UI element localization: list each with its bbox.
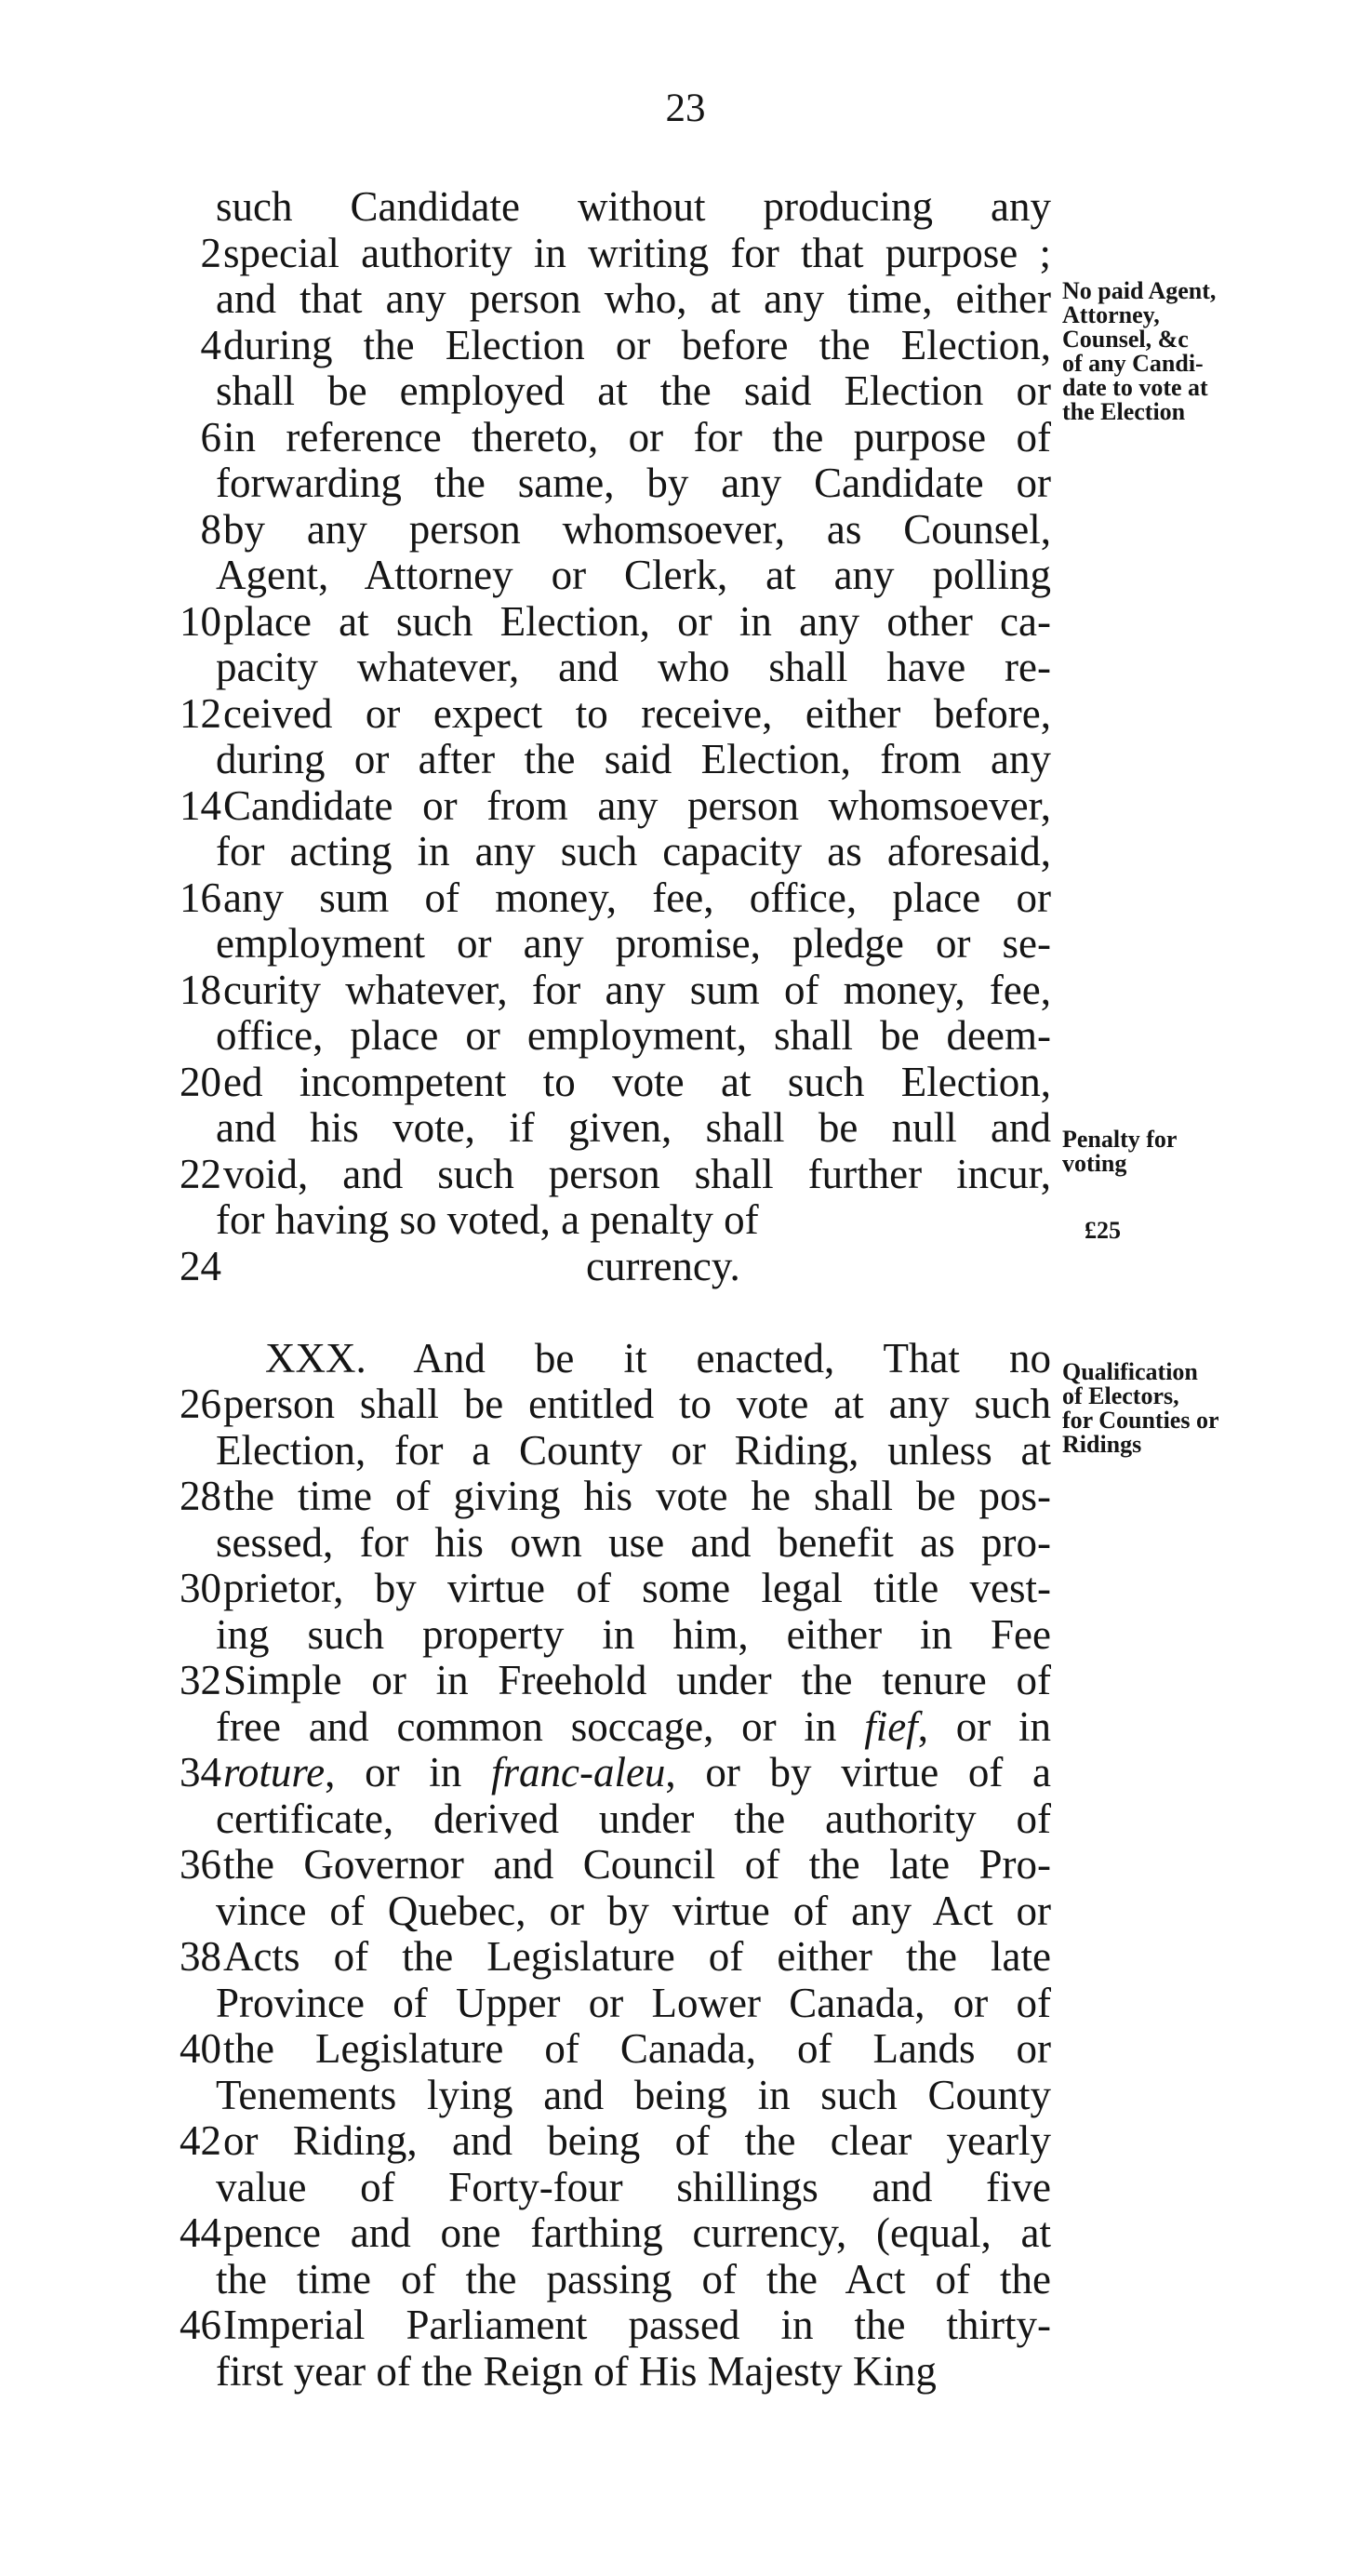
text-line xyxy=(0,553,1371,599)
line-number: 44 xyxy=(180,2209,221,2256)
text-line xyxy=(0,2302,1371,2349)
line-number: 26 xyxy=(180,1381,221,1427)
text-line xyxy=(0,2118,1371,2165)
line-text: Election, for a County or Riding, unless at xyxy=(216,1426,1051,1474)
paragraph-gap xyxy=(0,1289,1371,1336)
text-line xyxy=(0,875,1371,922)
line-text: during the Election or before the Election, xyxy=(223,321,1051,368)
line-text: place at such Election, or in any other ca- xyxy=(223,597,1051,645)
line-number: 6 xyxy=(200,413,221,460)
text-line xyxy=(0,2257,1371,2303)
line-text: shall be employed at the said Election or xyxy=(216,367,1051,414)
line-number: 42 xyxy=(180,2117,221,2164)
line-text: pacity whatever, and who shall have re- xyxy=(216,644,1051,690)
text-line xyxy=(0,1750,1371,1796)
line-text: curity whatever, for any sum of money, fee, xyxy=(223,966,1051,1013)
line-text: any sum of money, fee, office, place or xyxy=(223,874,1051,921)
text-line xyxy=(0,1060,1371,1106)
line-text: special authority in writing for that purpose ; xyxy=(223,229,1051,276)
text-line xyxy=(0,1704,1371,1751)
text-line xyxy=(0,1013,1371,1060)
line-text: or Riding, and being of the clear yearly xyxy=(223,2117,1051,2164)
text-line xyxy=(0,2026,1371,2073)
section-heading-line: XXX. And be it enacted, That no xyxy=(265,1334,1051,1381)
page-number: 23 xyxy=(665,87,706,130)
margin-note-line: the Election xyxy=(1062,398,1186,425)
line-number: 34 xyxy=(180,1749,221,1795)
margin-note-line: Counsel, &c xyxy=(1062,326,1189,353)
text-line xyxy=(0,1842,1371,1889)
line-text: office, place or employment, shall be deem- xyxy=(216,1012,1051,1059)
text-line xyxy=(0,184,1371,231)
margin-note-line: Ridings xyxy=(1062,1431,1142,1458)
text-line xyxy=(0,829,1371,875)
line-text: employment or any promise, pledge or se- xyxy=(216,920,1051,967)
text-line xyxy=(0,1566,1371,1612)
text-line xyxy=(0,1934,1371,1981)
line-text: first year of the Reign of His Majesty King xyxy=(216,2347,937,2395)
text-line xyxy=(0,2073,1371,2119)
line-text: such Candidate without producing any xyxy=(216,183,1051,230)
text-line xyxy=(0,507,1371,554)
margin-note-line: date to vote at xyxy=(1062,374,1208,401)
line-number: 4 xyxy=(200,321,221,368)
text-line xyxy=(0,2165,1371,2211)
line-number: 2 xyxy=(200,229,221,276)
line-text: certificate, derived under the authority of xyxy=(216,1795,1051,1842)
text-line xyxy=(0,645,1371,691)
line-text: Candidate or from any person whomsoever, xyxy=(223,781,1051,829)
text-line xyxy=(0,599,1371,646)
line-text: free and common soccage, or in fief, or in xyxy=(216,1702,1051,1750)
line-text: currency. xyxy=(586,1242,740,1289)
line-number: 18 xyxy=(180,966,221,1013)
text-line xyxy=(0,1658,1371,1704)
line-text: Acts of the Legislature of either the late xyxy=(223,1933,1051,1980)
line-text: Imperial Parliament passed in the thirty- xyxy=(223,2302,1051,2348)
line-text: prietor, by virtue of some legal title vest- xyxy=(223,1565,1051,1611)
line-number: 8 xyxy=(200,505,221,553)
line-text: during or after the said Election, from any xyxy=(216,736,1051,782)
line-text: ing such property in him, either in Fee xyxy=(216,1610,1051,1658)
line-number: 36 xyxy=(180,1841,221,1888)
text-line xyxy=(0,1981,1371,2027)
text-line xyxy=(0,691,1371,738)
text-line xyxy=(0,2210,1371,2257)
line-text: and his vote, if given, shall be null and xyxy=(216,1104,1051,1151)
line-number: 40 xyxy=(180,2025,221,2072)
text-line xyxy=(0,1244,1371,1290)
text-line xyxy=(0,968,1371,1014)
line-text: vince of Quebec, or by virtue of any Act or xyxy=(216,1887,1051,1934)
line-number: 16 xyxy=(180,874,221,921)
line-text: in reference thereto, or for the purpose of xyxy=(223,413,1051,460)
margin-note-line: for Counties or xyxy=(1062,1407,1219,1434)
line-text: Province of Upper or Lower Canada, or of xyxy=(216,1979,1051,2026)
text-line xyxy=(0,1612,1371,1659)
line-text: by any person whomsoever, as Counsel, xyxy=(223,505,1051,553)
line-text: Agent, Attorney or Clerk, at any polling xyxy=(216,552,1051,598)
margin-note-line: voting xyxy=(1062,1150,1127,1177)
line-number: 20 xyxy=(180,1058,221,1105)
text-line xyxy=(0,2349,1371,2396)
line-number: 24 xyxy=(180,1242,221,1289)
line-text: ceived or expect to receive, either before, xyxy=(223,689,1051,737)
line-text: Simple or in Freehold under the tenure of xyxy=(223,1657,1051,1703)
text-line xyxy=(0,1474,1371,1520)
penalty-amount: £25 xyxy=(1085,1217,1121,1244)
line-text: ed incompetent to vote at such Election, xyxy=(223,1058,1051,1105)
line-text: the Governor and Council of the late Pro- xyxy=(223,1841,1051,1888)
line-number: 28 xyxy=(180,1473,221,1519)
line-text: pence and one farthing currency, (equal, at xyxy=(223,2209,1051,2256)
margin-note-line: Qualification xyxy=(1062,1358,1198,1385)
line-text: sessed, for his own use and benefit as pro- xyxy=(216,1518,1051,1566)
margin-note-qualification xyxy=(1062,1360,1341,1457)
line-text: the time of the passing of the Act of the xyxy=(216,2255,1051,2302)
line-text: Tenements lying and being in such County xyxy=(216,2071,1051,2118)
line-text: forwarding the same, by any Candidate or xyxy=(216,460,1051,506)
margin-note-line: Penalty for xyxy=(1062,1126,1178,1153)
line-number: 12 xyxy=(180,689,221,737)
margin-note-penalty xyxy=(1062,1128,1341,1176)
margin-note-line: Attorney, xyxy=(1062,301,1160,328)
text-line xyxy=(0,1889,1371,1935)
line-number: 10 xyxy=(180,597,221,645)
line-text: and that any person who, at any time, either xyxy=(216,275,1051,322)
text-line xyxy=(0,783,1371,830)
line-text: the Legislature of Canada, of Lands or xyxy=(223,2025,1051,2072)
text-line xyxy=(0,231,1371,277)
text-line xyxy=(0,1796,1371,1843)
line-text: value of Forty-four shillings and five xyxy=(216,2163,1051,2210)
line-text: void, and such person shall further incur, xyxy=(223,1150,1051,1197)
margin-note-paid-agent xyxy=(1062,279,1341,424)
text-line xyxy=(0,460,1371,507)
line-text: roture, or in franc-aleu, or by virtue of a xyxy=(223,1749,1051,1795)
margin-note-line: No paid Agent, xyxy=(1062,277,1217,304)
statute-text xyxy=(0,184,1371,2395)
line-number: 14 xyxy=(180,781,221,829)
line-text: for having so voted, a penalty of xyxy=(216,1196,759,1243)
line-number: 22 xyxy=(180,1150,221,1197)
margin-note-line: of Electors, xyxy=(1062,1382,1179,1409)
line-text: for acting in any such capacity as aforesaid, xyxy=(216,828,1051,874)
text-line xyxy=(0,921,1371,968)
line-number: 30 xyxy=(180,1565,221,1611)
line-number: 38 xyxy=(180,1933,221,1980)
text-line xyxy=(0,1520,1371,1567)
line-text: the time of giving his vote he shall be pos- xyxy=(223,1473,1051,1519)
line-number: 32 xyxy=(180,1657,221,1703)
margin-note-line: of any Candi- xyxy=(1062,350,1204,377)
text-line xyxy=(0,737,1371,783)
line-text: person shall be entitled to vote at any such xyxy=(223,1381,1051,1427)
line-number: 46 xyxy=(180,2302,221,2348)
